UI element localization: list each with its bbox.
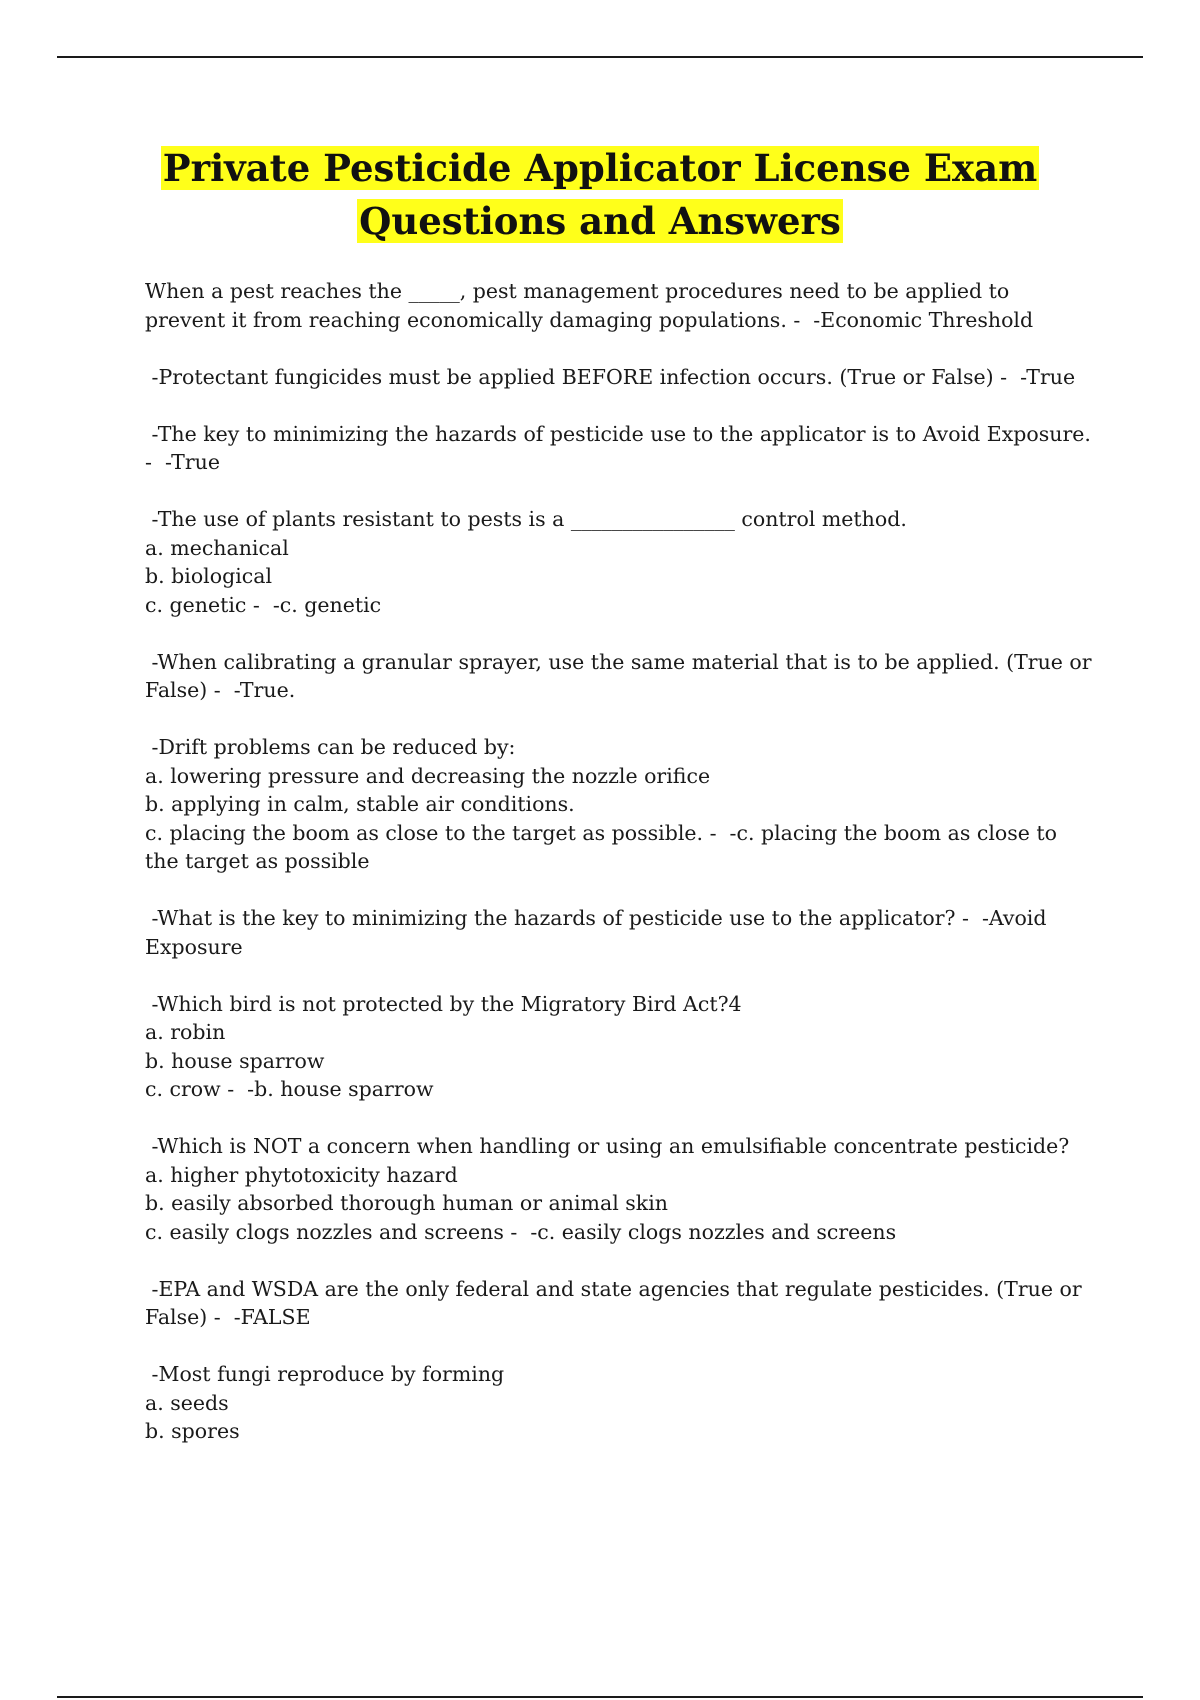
title-line-2: Questions and Answers — [359, 199, 841, 243]
question-item: -The use of plants resistant to pests is a ________________ control method. a. mechanical b. biological c. genetic - -c. genetic — [145, 507, 907, 617]
question-item: -Protectant fungicides must be applied BEFORE infection occurs. (True or False) - -True — [145, 364, 1076, 389]
question-item: -Which bird is not protected by the Migratory Bird Act?4 a. robin b. house sparrow c. crow - -b. house sparrow — [145, 991, 742, 1101]
page-title — [100, 142, 1100, 248]
question-item: -Which is NOT a concern when handling or using an emulsifiable concentrate pesticide? a. higher phytotoxicity hazard b. easily absorbed thorough human or animal skin c. easily clogs nozzles and screens - -c. easily clogs nozzles and screens — [145, 1134, 1070, 1244]
question-item: When a pest reaches the _____, pest management procedures need to be applied to prevent it from reaching economically damaging populations. - -Economic Threshold — [145, 279, 1034, 332]
question-item: -What is the key to minimizing the hazards of pesticide use to the applicator? - -Avoid Exposure — [145, 906, 1054, 959]
question-item: -EPA and WSDA are the only federal and state agencies that regulate pesticides. (True or False) - -FALSE — [145, 1276, 1089, 1329]
title-line-1: Private Pesticide Applicator License Exam — [162, 146, 1038, 190]
question-list — [145, 277, 1099, 1474]
top-rule — [57, 56, 1143, 58]
question-item: -Drift problems can be reduced by: a. lowering pressure and decreasing the nozzle orifice b. applying in calm, stable air conditions. c. placing the boom as close to the target as possible. - -c. placing the boom as close to the target as possible — [145, 735, 1057, 873]
question-item: -The key to minimizing the hazards of pesticide use to the applicator is to Avoid Exposure. - -True — [145, 421, 1098, 474]
bottom-rule — [57, 1696, 1143, 1698]
question-item: -Most fungi reproduce by forming a. seeds b. spores — [145, 1362, 505, 1443]
question-item: -When calibrating a granular sprayer, use the same material that is to be applied. (True or False) - -True. — [145, 649, 1099, 702]
title-block — [100, 142, 1100, 248]
